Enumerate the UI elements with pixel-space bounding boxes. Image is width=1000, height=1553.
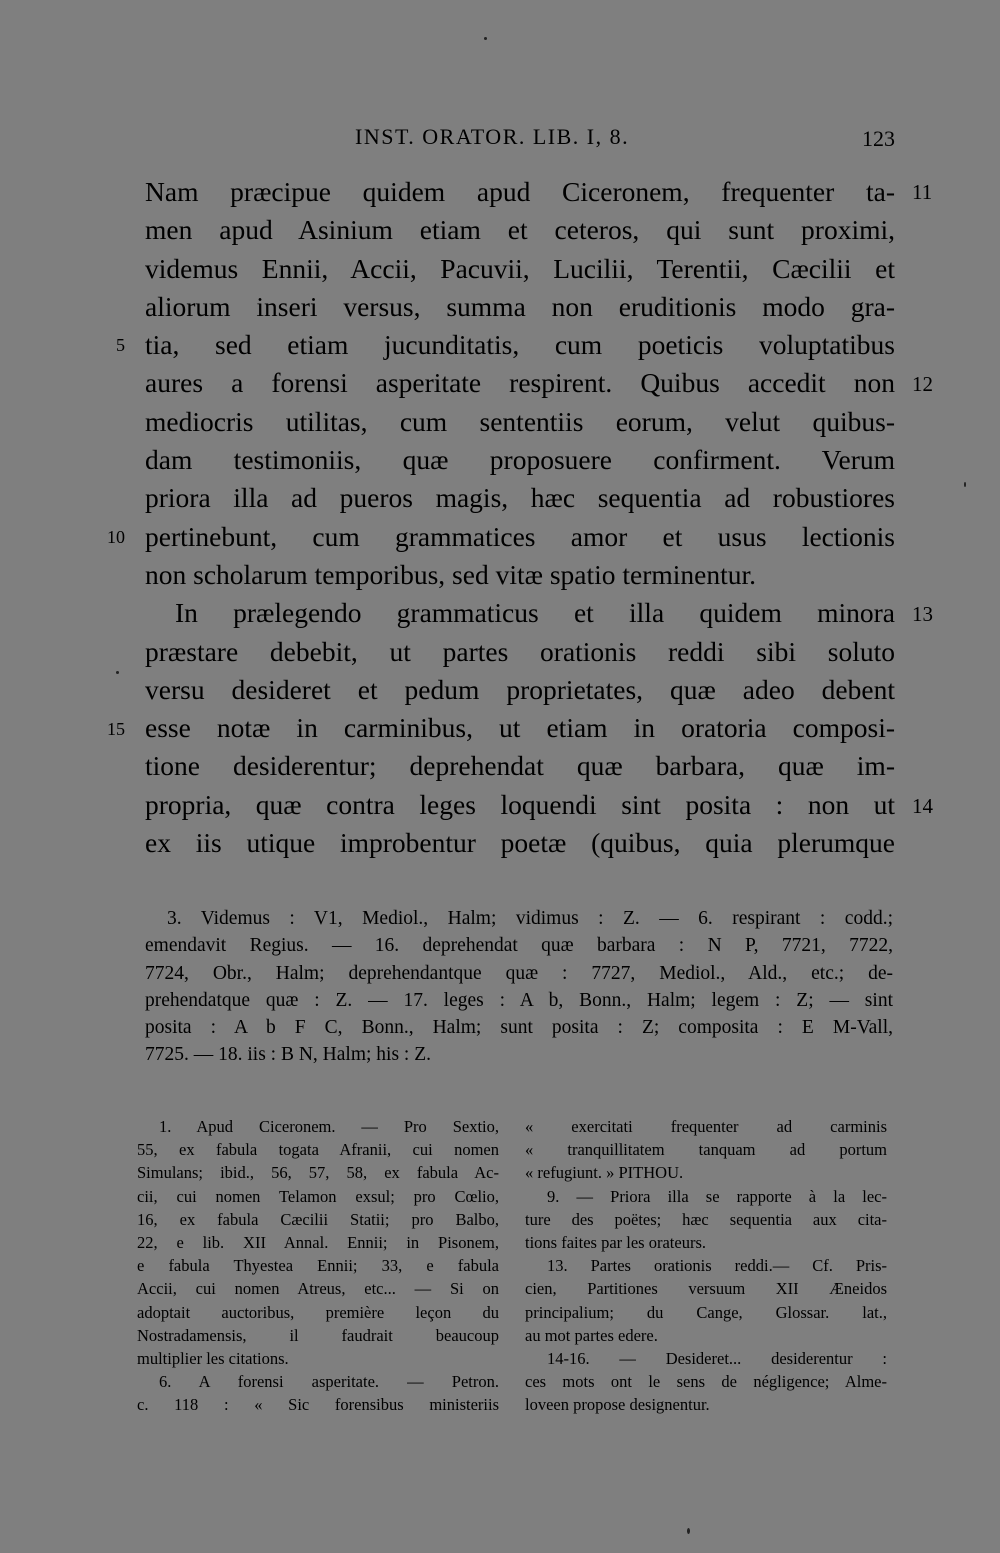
text-line: aures a forensi asperitate respirent. Quibus accedit non: [145, 367, 895, 399]
section-number: 12: [912, 372, 933, 396]
note-line: 22, e lib. XII Annal. Ennii; in Pisonem,: [137, 1232, 499, 1252]
note-line: tions faites par les orateurs.: [525, 1232, 706, 1252]
note-line: ture des poëtes; hæc sequentia aux cita-: [525, 1209, 887, 1229]
text-line: tia, sed etiam jucunditatis, cum poeticis voluptatibus: [145, 329, 895, 361]
note-line: « refugiunt. » PITHOU.: [525, 1163, 684, 1183]
text-line: præstare debebit, ut partes orationis reddi sibi soluto: [145, 635, 895, 667]
apparatus-line: prehendatque quæ : Z. — 17. leges : A b, Bonn., Halm; legem : Z; — sint: [145, 989, 893, 1011]
section-number: 13: [912, 602, 933, 626]
apparatus-line: 7725. — 18. iis : B N, Halm; his : Z.: [145, 1044, 432, 1066]
note-line: principalium; du Cange, Glossar. lat.,: [525, 1302, 887, 1322]
print-speck: [484, 37, 487, 40]
running-title: INST. ORATOR. LIB. I, 8.: [355, 124, 630, 149]
notes-left-column: [137, 1115, 499, 1416]
note-line: 6. A forensi asperitate. — Petron.: [159, 1372, 499, 1392]
note-line: 1. Apud Ciceronem. — Pro Sextio,: [159, 1117, 499, 1136]
apparatus-line: posita : A b F C, Bonn., Halm; sunt posita : Z; composita : E M-Vall,: [145, 1017, 893, 1039]
print-speck: [687, 1528, 690, 1534]
text-line: propria, quæ contra leges loquendi sint posita : non ut: [145, 788, 895, 820]
text-line: tione desiderentur; deprehendat quæ barbara, quæ im-: [145, 750, 895, 782]
note-line: c. 118 : « Sic forensibus ministeriis: [137, 1395, 499, 1415]
text-line: priora illa ad pueros magis, hæc sequentia ad robustiores: [145, 482, 895, 514]
note-line: loveen propose designentur.: [525, 1395, 710, 1415]
line-number: 10: [107, 527, 125, 547]
note-line: multiplier les citations.: [137, 1348, 289, 1368]
note-line: 13. Partes orationis reddi.— Cf. Pris-: [547, 1256, 887, 1276]
apparatus-line: 3. Videmus : V1, Mediol., Halm; vidimus : Z. — 6. respirant : codd.;: [167, 908, 893, 929]
main-text: [145, 173, 895, 862]
note-line: 16, ex fabula Cæcilii Statii; pro Balbo,: [137, 1209, 499, 1229]
note-line: adoptait auctoribus, première leçon du: [137, 1302, 499, 1322]
apparatus-line: 7724, Obr., Halm; deprehendantque quæ : 7727, Mediol., Ald., etc.; de-: [145, 962, 893, 984]
critical-apparatus: [145, 905, 893, 1069]
text-line: dam testimoniis, quæ proposuere confirment. Verum: [145, 444, 895, 476]
note-line: Nostradamensis, il faudrait beaucoup: [137, 1325, 499, 1345]
notes-right-column: [525, 1115, 887, 1416]
text-line: men apud Asinium etiam et ceteros, qui sunt proximi,: [145, 214, 895, 246]
line-number: 15: [107, 719, 125, 739]
note-line: Simulans; ibid., 56, 57, 58, ex fabula Ac-: [137, 1163, 499, 1183]
section-number: 11: [912, 180, 933, 204]
text-line: non scholarum temporibus, sed vitæ spatio terminentur.: [145, 558, 757, 590]
line-number: 5: [116, 335, 125, 355]
text-line: versu desideret et pedum proprietates, quæ adeo debent: [145, 673, 895, 705]
text-line: mediocris utilitas, cum sententiis eorum, velut quibus-: [145, 405, 895, 437]
apparatus-line: emendavit Regius. — 16. deprehendat quæ barbara : N P, 7721, 7722,: [145, 935, 893, 957]
note-line: « exercitati frequenter ad carminis: [525, 1117, 887, 1136]
note-line: 9. — Priora illa se rapporte à la lec-: [547, 1186, 887, 1206]
text-line: ex iis utique improbentur poetæ (quibus, quia plerumque: [145, 827, 895, 859]
note-line: cii, cui nomen Telamon exsul; pro Cœlio,: [137, 1186, 499, 1206]
text-line: videmus Ennii, Accii, Pacuvii, Lucilii, Terentii, Cæcilii et: [145, 252, 895, 284]
note-line: Accii, cui nomen Atreus, etc... — Si on: [137, 1279, 499, 1299]
note-line: « tranquillitatem tanquam ad portum: [525, 1140, 887, 1160]
text-line: Nam præcipue quidem apud Ciceronem, frequenter ta-: [145, 176, 895, 207]
note-line: e fabula Thyestea Ennii; 33, e fabula: [137, 1256, 499, 1276]
section-number: 14: [912, 794, 933, 818]
text-line: aliorum inseri versus, summa non eruditionis modo gra-: [145, 290, 895, 322]
note-line: au mot partes edere.: [525, 1325, 658, 1345]
text-line: In prælegendo grammaticus et illa quidem minora: [175, 597, 895, 629]
note-line: 14-16. — Desideret... desiderentur :: [547, 1348, 887, 1368]
text-line: esse notæ in carminibus, ut etiam in oratoria composi-: [145, 712, 895, 744]
print-speck: [116, 671, 119, 674]
note-line: 55, ex fabula togata Afranii, cui nomen: [137, 1140, 499, 1160]
page-number: 123: [862, 126, 895, 151]
print-speck: [964, 482, 966, 487]
text-line: pertinebunt, cum grammatices amor et usus lectionis: [145, 520, 895, 552]
note-line: cien, Partitiones versuum XII Æneidos: [525, 1279, 887, 1299]
note-line: ces mots ont le sens de négligence; Alme-: [525, 1372, 887, 1392]
